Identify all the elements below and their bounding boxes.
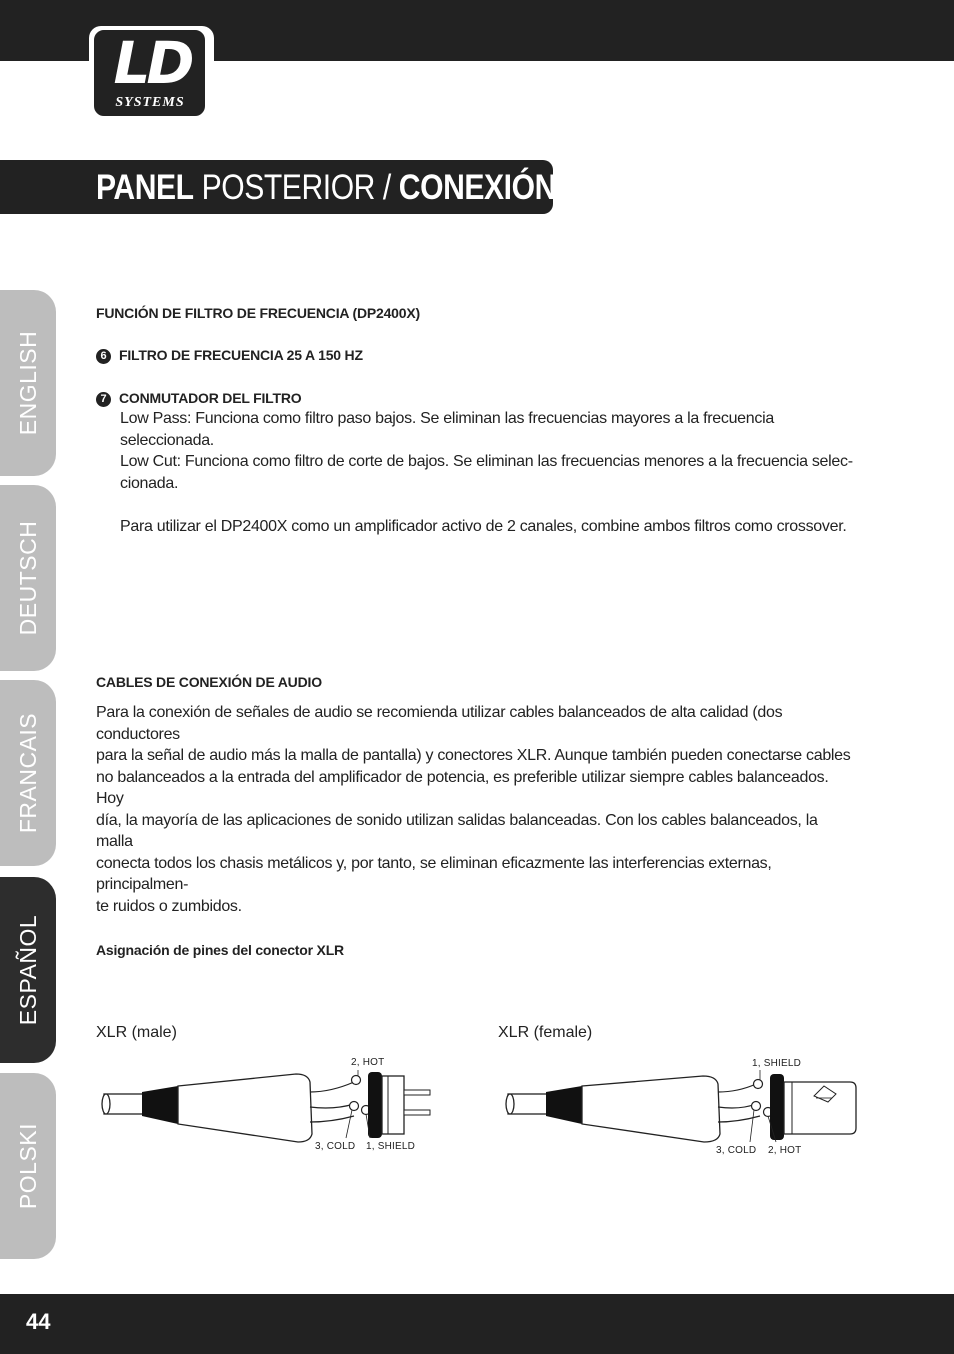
- page-title: [96, 166, 564, 210]
- low-pass-text: Low Pass: Funciona como filtro paso bajos. Se eliminan las frecuencias mayores a la frecuencia seleccionada.: [120, 410, 774, 449]
- logo-letters: LD: [113, 29, 191, 97]
- tab-label-espanol: ESPAÑOL: [15, 914, 41, 1026]
- male-pin-shield-label: 1, SHIELD: [366, 1141, 416, 1152]
- item-number-7: 7: [96, 392, 111, 407]
- page-title-bar: [0, 160, 564, 214]
- paragraph-line: día, la mayoría de las aplicaciones de sonido utilizan salidas balanceadas. Con los cables balanceados, la malla: [96, 811, 818, 850]
- filter-section-heading: FUNCIÓN DE FILTRO DE FRECUENCIA (DP2400X): [96, 305, 420, 321]
- tab-francais[interactable]: [0, 680, 56, 866]
- page-number: 44: [26, 1309, 51, 1334]
- paragraph-line: te ruidos o zumbidos.: [96, 897, 242, 915]
- title-part-1: PANEL: [96, 168, 194, 207]
- tab-label-english: ENGLISH: [15, 330, 41, 436]
- bottom-footer-bar: [0, 1294, 954, 1354]
- item-6-heading: FILTRO DE FRECUENCIA 25 A 150 HZ: [119, 347, 363, 363]
- tab-deutsch[interactable]: [0, 485, 56, 671]
- logo-badge: [94, 30, 205, 116]
- tab-label-polski: POLSKI: [15, 1122, 41, 1210]
- low-cut-text: Low Cut: Funciona como filtro de corte de bajos. Se eliminan las frecuencias menores a la frecuencia selec-: [120, 453, 853, 470]
- item-6-heading-row: [96, 347, 856, 364]
- tab-label-deutsch: DEUTSCH: [15, 520, 41, 636]
- paragraph-line: Para la conexión de señales de audio se recomienda utilizar cables balanceados de alta calidad (dos conductores: [96, 704, 783, 743]
- male-pin-cold-label: 3, COLD: [315, 1141, 356, 1152]
- title-part-3: CONEXIÓN: [398, 168, 556, 207]
- xlr-female-label: XLR (female): [498, 1024, 593, 1041]
- paragraph-line: para la señal de audio más la malla de pantalla) y conectores XLR. Aunque también pueden conectarse cables: [96, 747, 851, 764]
- title-part-4: :: [555, 168, 564, 207]
- tab-english[interactable]: [0, 290, 56, 476]
- tab-polski[interactable]: [0, 1073, 56, 1259]
- xlr-male-label: XLR (male): [96, 1024, 177, 1041]
- female-pin-shield-label: 1, SHIELD: [752, 1058, 802, 1069]
- ld-systems-logo: [89, 26, 214, 124]
- male-pin-hot-label: 2, HOT: [351, 1057, 385, 1068]
- tab-espanol[interactable]: [0, 877, 56, 1063]
- paragraph-line: conecta todos los chasis metálicos y, por tanto, se eliminan eficazmente las interferencias externas, principalmen-: [96, 854, 772, 893]
- crossover-text: Para utilizar el DP2400X como un amplificador activo de 2 canales, combine ambos filtros como crossover.: [120, 517, 847, 535]
- item-number-6: 6: [96, 349, 111, 364]
- logo-subtitle: SYSTEMS: [115, 95, 185, 110]
- audio-cables-paragraph: [96, 702, 856, 917]
- item-7-body: [120, 408, 860, 537]
- title-part-2: POSTERIOR /: [193, 168, 399, 207]
- paragraph-line: no balanceados a la entrada del amplificador de potencia, es preferible utilizar siempre cables balanceados. Hoy: [96, 768, 829, 807]
- tab-label-francais: FRANCAIS: [15, 712, 41, 834]
- item-7-heading: CONMUTADOR DEL FILTRO: [119, 390, 302, 406]
- item-7-heading-row: [96, 390, 856, 407]
- female-pin-cold-label: 3, COLD: [716, 1145, 757, 1156]
- audio-cables-heading: CABLES DE CONEXIÓN DE AUDIO: [96, 674, 322, 690]
- female-pin-hot-label: 2, HOT: [768, 1145, 802, 1156]
- xlr-female-diagram: [498, 1052, 868, 1162]
- low-cut-text-cont: cionada.: [120, 474, 179, 492]
- xlr-pin-heading: Asignación de pines del conector XLR: [96, 942, 344, 958]
